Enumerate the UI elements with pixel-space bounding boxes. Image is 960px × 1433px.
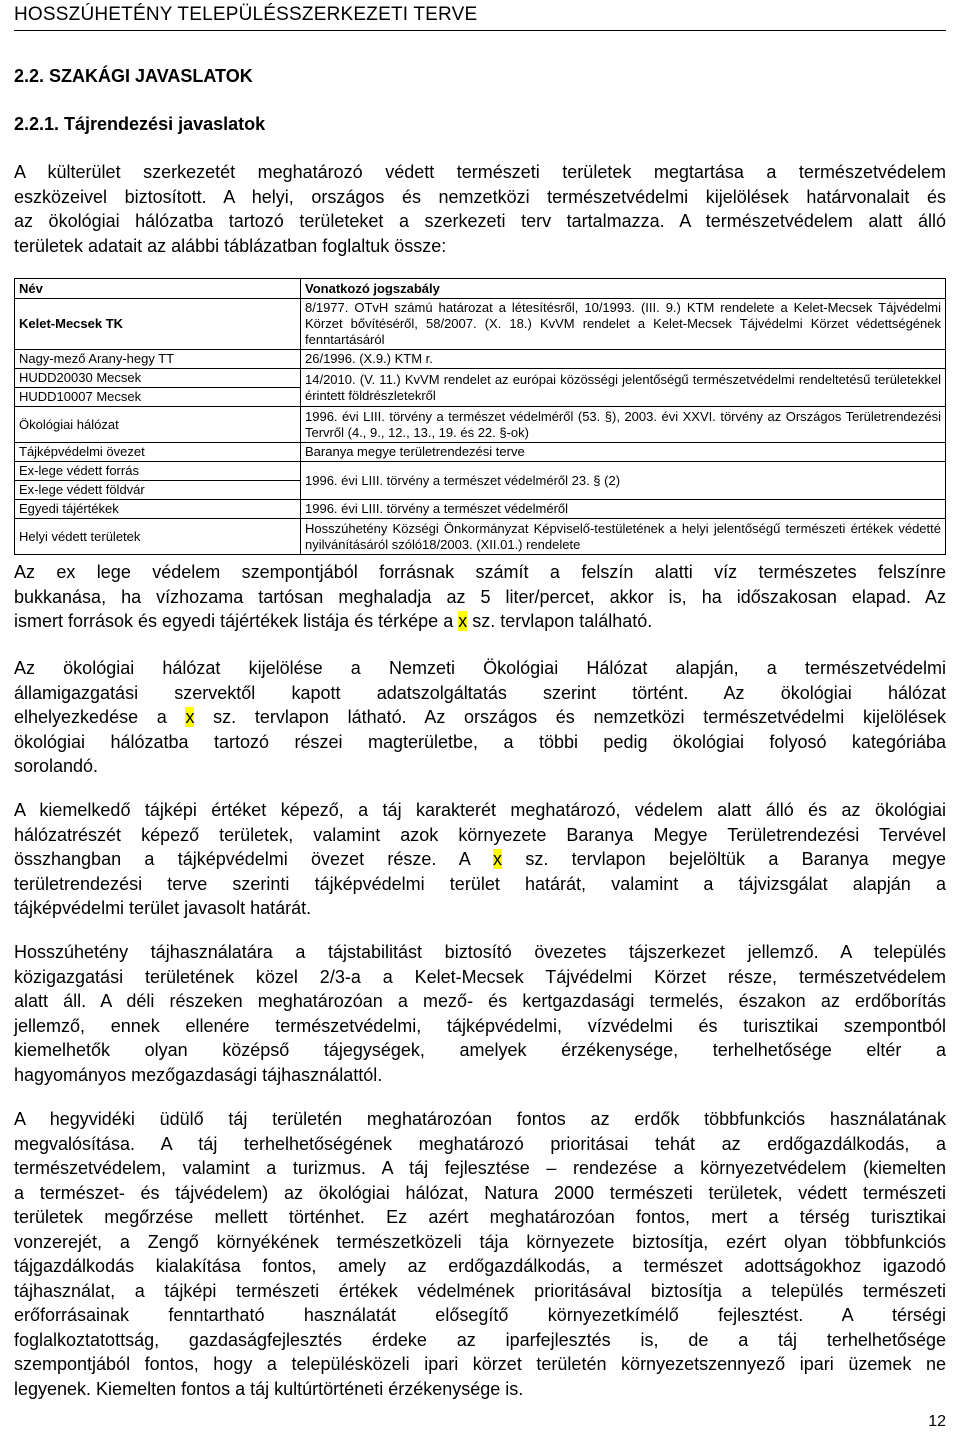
table-row — [15, 299, 946, 350]
table-row — [15, 369, 946, 388]
area-name: Ex-lege védett földvár — [15, 481, 301, 500]
text-line: Az ex lege védelem szempontjából forrásnak számít a felszín alatti víz természetes felszínre — [14, 562, 946, 582]
area-name: Egyedi tájértékek — [15, 500, 301, 519]
text-fragment: elhelyezkedése a — [14, 707, 186, 727]
text-line: államigazgatási szervektől kapott adatszolgáltatás szerint történt. Az ökológiai hálózat — [14, 682, 946, 703]
text-line: alatt áll. A déli részeken meghatározóan a mező- és kertgazdasági termelés, északon az erdőborítás — [14, 991, 946, 1011]
text-line: közigazgatási területének közel 2/3-a a Kelet-Mecsek Tájvédelmi Körzet része, természetvédelem — [14, 966, 946, 987]
text-line — [14, 705, 946, 730]
text-line: megvalósítása. A táj terhelhetőségének meghatározó prioritásai tehát az erdőgazdálkodás, a — [14, 1133, 946, 1154]
highlight-x: x — [493, 849, 503, 869]
table-row — [15, 407, 946, 443]
protected-areas-table — [14, 278, 946, 555]
paragraph-landscape — [14, 798, 946, 921]
text-line: hálózatrészét képező területek, valamint azok környezete Baranya Megye Területrendezési Tervével — [14, 824, 946, 845]
text-line: területrendezési terve szerinti tájképvédelmi terület határát, valamint a tájvizsgálat alapján a — [14, 873, 946, 894]
intro-paragraph — [14, 160, 946, 258]
text-line: szempontjából fontos, hogy a településközeli ipari körzet területén környezetszennyező ipari üzemek ne — [14, 1354, 946, 1374]
paragraph-mountain-landscape — [14, 1107, 946, 1401]
text-line: foglalkoztatottság, gazdaságfejlesztés érdeke az iparfejlesztés is, de a táj terhelhetősége — [14, 1329, 946, 1350]
text-line: jellemző, ennek ellenére természetvédelmi, tájképvédelmi, vízvédelmi és turisztikai szempontból — [14, 1015, 946, 1036]
table-row — [15, 350, 946, 369]
text-line: legyenek. Kiemelten fontos a táj kultúrtörténeti érzékenysége is. — [14, 1378, 524, 1399]
text-line: eszközeivel biztosított. A helyi, országos és nemzetközi természetvédelmi kijelölések határvonalait és — [14, 186, 946, 207]
text-line: hagyományos mezőgazdasági tájhasználattól. — [14, 1064, 383, 1085]
text-line: a természet- és tájvédelem) az ökológiai hálózat, Natura 2000 természeti területek, védett természeti — [14, 1182, 946, 1203]
area-law: Baranya megye területrendezési terve — [301, 443, 946, 462]
text-line: Hosszúhetény tájhasználatára a tájstabilitást biztosító övezetes tájszerkezet jellemző. A település — [14, 942, 946, 962]
area-law: 14/2010. (V. 11.) KvVM rendelet az európai közösségi jelentőségű természetvédelmi rendeltetésű területekkel érintett földrészletekről — [301, 369, 946, 407]
area-name: Ökológiai hálózat — [15, 407, 301, 443]
paragraph-land-use — [14, 940, 946, 1087]
area-law: 1996. évi LIII. törvény a természet védelméről 23. § (2) — [301, 462, 946, 500]
area-law: 26/1996. (X.9.) KTM r. — [301, 350, 946, 369]
page-number: 12 — [928, 1413, 946, 1430]
text-line: területek adatait az alábbi táblázatban foglaltuk össze: — [14, 235, 447, 256]
text-line: A külterület szerkezetét meghatározó védett természeti területek megtartása a természetvédelem — [14, 162, 946, 182]
text-line: kiemelhetők olyan középső tájegységek, amelyek érzékenysége, terhelhetősége eltér a — [14, 1040, 946, 1060]
paragraph-ecological-network — [14, 656, 946, 779]
text-line — [14, 847, 946, 872]
highlight-x: x — [458, 611, 468, 631]
section-heading: 2.2. SZAKÁGI JAVASLATOK — [14, 66, 253, 86]
text-line: erőforrásainak fenntartható használatát elősegítő környezetkímélő fejlesztést. A térségi — [14, 1305, 946, 1325]
area-name: Tájképvédelmi övezet — [15, 443, 301, 462]
area-law: 1996. évi LIII. törvény a természet védelméről — [301, 500, 946, 519]
text-line: tájképvédelmi terület javasolt határát. — [14, 898, 312, 918]
highlight-x: x — [185, 707, 195, 727]
area-name: HUDD10007 Mecsek — [15, 388, 301, 407]
text-line: sorolandó. — [14, 756, 99, 776]
text-line: ökológiai hálózatba tartozó részei magterületbe, a többi pedig ökológiai folyosó kategóriába — [14, 731, 946, 752]
paragraph-springs — [14, 560, 946, 634]
text-line: vonzerejét, a Zengő környékének természetközeli tája környezete biztosítja, ezért olyan többfunkciós — [14, 1231, 946, 1252]
area-name: HUDD20030 Mecsek — [15, 369, 301, 388]
subsection-heading: 2.2.1. Tájrendezési javaslatok — [14, 114, 266, 134]
area-name: Nagy-mező Arany-hegy TT — [15, 350, 301, 369]
text-fragment: ismert források és egyedi tájértékek listája és térképe a — [14, 611, 459, 631]
area-name: Kelet-Mecsek TK — [15, 299, 301, 350]
table-row — [15, 462, 946, 481]
text-line — [14, 609, 946, 634]
text-line: tájhasználat, a tájképi természeti értékek védelmének prioritásával biztosítja a település természeti — [14, 1280, 946, 1301]
page-header — [14, 4, 946, 31]
table-row — [15, 519, 946, 555]
area-law: 8/1977. OTvH számú határozat a létesítésről, 10/1993. (III. 9.) KTM rendelete a Kelet-Mecsek Tájvédelmi Körzet bővítéséről, 58/2007. (X. 18.) KvVM rendelet a Kelet-Mecsek Tájvédelmi Körzet védettségének fenntartásáról — [301, 299, 946, 350]
text-line: területek megőrzése mellett történhet. Ez azért meghatározóan fontos, mert a térség turisztikai — [14, 1207, 946, 1227]
area-law: 1996. évi LIII. törvény a természet védelméről (53. §), 2003. évi XXVI. törvény az Országos Területrendezési Tervről (4., 9., 12., 13., 19. és 22. §-ok) — [301, 407, 946, 443]
table-header-name: Név — [15, 279, 301, 299]
text-line: természetvédelem, valamint a turizmus. A táj fejlesztése – rendezése a környezetvédelem (kiemelten — [14, 1158, 946, 1178]
text-line: A hegyvidéki üdülő táj területén meghatározóan fontos az erdők többfunkciós használatának — [14, 1109, 946, 1129]
text-line: tájgazdálkodás kialakítása fontos, amely az erdőgazdálkodás, a természet adottságokhoz igazodó — [14, 1256, 946, 1276]
text-fragment: összhangban a tájképvédelmi övezet része. A — [14, 849, 494, 869]
text-fragment: sz. tervlapon található. — [467, 611, 653, 631]
header-title: HOSSZÚHETÉNY TELEPÜLÉSSZERKEZETI TERVE — [14, 4, 478, 25]
area-law: Hosszúhetény Községi Önkormányzat Képviselő-testületének a helyi jelentőségű természeti értékek védetté nyilvánításáról szóló18/2003. (XII.01.) rendelete — [301, 519, 946, 555]
area-name: Ex-lege védett forrás — [15, 462, 301, 481]
table-header-law: Vonatkozó jogszabály — [301, 279, 946, 299]
text-line: Az ökológiai hálózat kijelölése a Nemzeti Ökológiai Hálózat alapján, a természetvédelmi — [14, 658, 946, 678]
text-line: A kiemelkedő tájképi értéket képező, a táj karakterét meghatározó, védelem alatt álló és az ökológiai — [14, 800, 946, 820]
area-name: Helyi védett területek — [15, 519, 301, 555]
text-fragment: sz. tervlapon látható. Az országos és nemzetközi természetvédelmi kijelölések — [194, 707, 946, 727]
table-row — [15, 500, 946, 519]
table-row — [15, 443, 946, 462]
text-fragment: sz. tervlapon bejelöltük a Baranya megye — [502, 849, 947, 869]
text-line: bukkanása, ha vízhozama tartósan meghaladja az 5 liter/percet, akkor is, ha időszakosan elapad. Az — [14, 586, 946, 607]
text-line: az ökológiai hálózatba tartozó területeket a szerkezeti terv tartalmazza. A természetvédelem alatt álló — [14, 211, 946, 231]
